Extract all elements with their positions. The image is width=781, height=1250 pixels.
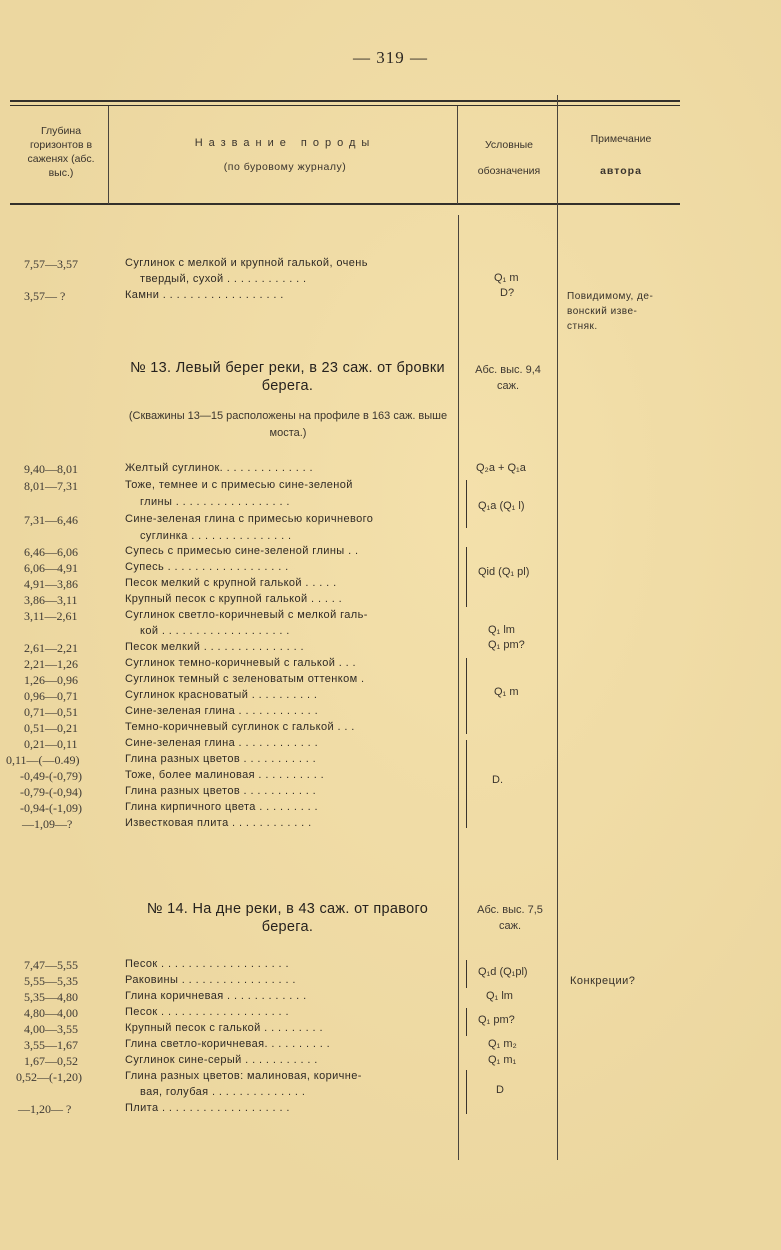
section-13-elevation: Абс. выс. 9,4 саж.	[475, 364, 541, 392]
header-depth: Глубина горизонтов в саженях (абс. выс.)	[27, 125, 95, 179]
description-cell: Супесь . . . . . . . . . . . . . . . . . .	[125, 561, 289, 573]
description-cell: Суглинок с мелкой и крупной галькой, очень	[125, 257, 368, 269]
symbol-cell: Q₁ m	[494, 272, 519, 284]
symbol-cell: Q₁ lm	[488, 624, 515, 636]
symbol-cell: Q₁ m	[494, 686, 519, 698]
header-rock-name-sub: (по буровому журналу)	[223, 161, 347, 173]
description-cell: Суглинок темный с зеленоватым оттенком .	[125, 673, 365, 685]
header-rule-top	[10, 100, 680, 102]
bracket	[466, 740, 467, 828]
author-note: стняк.	[567, 321, 598, 332]
depth-cell: 3,11—2,61	[24, 609, 78, 623]
description-cell: Камни . . . . . . . . . . . . . . . . . .	[125, 289, 284, 301]
symbol-cell: D	[496, 1084, 504, 1096]
depth-cell: —1,20— ?	[18, 1102, 72, 1116]
description-cell: Известковая плита . . . . . . . . . . . .	[125, 817, 312, 829]
bracket	[466, 1008, 467, 1036]
depth-cell: 4,00—3,55	[24, 1022, 78, 1036]
depth-cell: -0,79-(-0,94)	[20, 785, 82, 799]
depth-cell: 3,86—3,11	[24, 593, 78, 607]
description-cell: Сине-зеленая глина . . . . . . . . . . . .	[125, 737, 319, 749]
header-rock-name: Название породы	[194, 137, 376, 149]
depth-cell: 6,46—6,06	[24, 545, 78, 559]
header-note-1: Примечание	[590, 133, 652, 145]
depth-cell: 7,31—6,46	[24, 513, 78, 527]
symbol-cell: Q₁ lm	[486, 990, 513, 1002]
description-cell: Сине-зеленая глина с примесью коричневого	[125, 513, 374, 525]
description-cell: Глина коричневая . . . . . . . . . . . .	[125, 990, 307, 1002]
description-cell: Тоже, более малиновая . . . . . . . . . .	[125, 769, 325, 781]
depth-cell: 5,55—5,35	[24, 974, 78, 988]
depth-cell: 0,71—0,51	[24, 705, 78, 719]
depth-cell: 8,01—7,31	[24, 479, 78, 493]
description-cell: Крупный песок с крупной галькой . . . . .	[125, 593, 343, 605]
depth-cell: 3,57— ?	[24, 289, 66, 303]
section-14-elevation: Абс. выс. 7,5 саж.	[477, 904, 543, 932]
symbol-cell: Q₁ pm?	[478, 1014, 515, 1026]
depth-cell: 0,96—0,71	[24, 689, 78, 703]
description-cell: Песок мелкий с крупной галькой . . . . .	[125, 577, 337, 589]
description-cell: Темно-коричневый суглинок с галькой . . .	[125, 721, 355, 733]
col-divider-3	[557, 95, 558, 1160]
header-symbols: Условные обозначения	[477, 139, 541, 177]
description-cell: твердый, сухой . . . . . . . . . . . .	[140, 273, 307, 285]
bracket	[466, 1070, 467, 1114]
symbol-cell: Q₁a (Q₁ l)	[478, 500, 525, 512]
header-rule-top-thin	[10, 105, 680, 106]
header-note-2: автора	[600, 165, 642, 177]
description-cell: Сине-зеленая глина . . . . . . . . . . . .	[125, 705, 319, 717]
depth-cell: 0,21—0,11	[24, 737, 78, 751]
description-cell: Суглинок темно-коричневый с галькой . . .	[125, 657, 357, 669]
section-14-title: № 14. На дне реки, в 43 саж. от правого берега.	[146, 901, 429, 935]
depth-cell: 7,57—3,57	[24, 257, 78, 271]
depth-cell: -0,94-(-1,09)	[20, 801, 82, 815]
section-13-subnote: (Скважины 13—15 расположены на профиле в 163 саж. выше моста.)	[128, 410, 448, 439]
description-cell: Суглинок светло-коричневый с мелкой галь-	[125, 609, 368, 621]
bracket	[466, 658, 467, 734]
author-note: Повидимому, де-	[567, 291, 654, 302]
depth-cell: 0,52—(-1,20)	[16, 1070, 82, 1084]
description-cell: Тоже, темнее и с примесью сине-зеленой	[125, 479, 353, 491]
description-cell: Глина светло-коричневая. . . . . . . . . .	[125, 1038, 331, 1050]
description-cell: Суглинок сине-серый . . . . . . . . . . .	[125, 1054, 318, 1066]
depth-cell: 7,47—5,55	[24, 958, 78, 972]
description-cell: Раковины . . . . . . . . . . . . . . . . .	[125, 974, 296, 986]
description-cell: вая, голубая . . . . . . . . . . . . . .	[140, 1086, 306, 1098]
description-cell: Песок мелкий . . . . . . . . . . . . . . .	[125, 641, 304, 653]
symbol-cell: Q₁d (Q₁pl)	[478, 966, 528, 978]
description-cell: Крупный песок с галькой . . . . . . . . .	[125, 1022, 323, 1034]
page-number: — 319 —	[353, 48, 428, 67]
symbol-cell: Q₁ pm?	[488, 639, 525, 651]
depth-cell: 4,91—3,86	[24, 577, 78, 591]
author-note: Конкреции?	[570, 975, 636, 987]
description-cell: Желтый суглинок. . . . . . . . . . . . . .	[125, 462, 313, 474]
description-cell: Плита . . . . . . . . . . . . . . . . . . .	[125, 1102, 290, 1114]
section-13-title: № 13. Левый берег реки, в 23 саж. от бровки берега.	[130, 360, 445, 394]
depth-cell: 2,21—1,26	[24, 657, 78, 671]
description-cell: суглинка . . . . . . . . . . . . . . .	[140, 530, 292, 542]
depth-cell: 1,26—0,96	[24, 673, 78, 687]
description-cell: Глина разных цветов . . . . . . . . . . .	[125, 753, 317, 765]
col-divider-1	[108, 106, 109, 204]
description-cell: Суглинок красноватый . . . . . . . . . .	[125, 689, 318, 701]
description-cell: Песок . . . . . . . . . . . . . . . . . . .	[125, 958, 289, 970]
description-cell: глины . . . . . . . . . . . . . . . . .	[140, 496, 290, 508]
author-note: вонский изве-	[567, 306, 638, 317]
depth-cell: 2,61—2,21	[24, 641, 78, 655]
symbol-cell: D?	[500, 287, 515, 299]
depth-cell: 3,55—1,67	[24, 1038, 78, 1052]
symbol-cell: Q₂a + Q₁a	[476, 462, 526, 474]
description-cell: Супесь с примесью сине-зеленой глины . .	[125, 545, 359, 557]
symbol-cell: Q₁ m₂	[488, 1038, 517, 1050]
col-divider-2-header	[457, 106, 458, 204]
depth-cell: 0,51—0,21	[24, 721, 78, 735]
description-cell: Песок . . . . . . . . . . . . . . . . . . .	[125, 1006, 289, 1018]
bracket	[466, 960, 467, 988]
col-divider-2	[458, 215, 459, 1160]
depth-cell: -0,49-(-0,79)	[20, 769, 82, 783]
symbol-cell: D.	[492, 774, 503, 786]
depth-cell: —1,09—?	[22, 817, 73, 831]
symbol-cell: Qid (Q₁ pl)	[478, 566, 530, 578]
bracket	[466, 547, 467, 607]
depth-cell: 6,06—4,91	[24, 561, 78, 575]
description-cell: Глина кирпичного цвета . . . . . . . . .	[125, 801, 319, 813]
depth-cell: 0,11—(—0.49)	[6, 753, 80, 767]
depth-cell: 4,80—4,00	[24, 1006, 78, 1020]
depth-cell: 5,35—4,80	[24, 990, 78, 1004]
description-cell: Глина разных цветов . . . . . . . . . . .	[125, 785, 317, 797]
bracket	[466, 480, 467, 528]
description-cell: Глина разных цветов: малиновая, коричне-	[125, 1070, 362, 1082]
description-cell: кой . . . . . . . . . . . . . . . . . . .	[140, 625, 290, 637]
depth-cell: 1,67—0,52	[24, 1054, 78, 1068]
depth-cell: 9,40—8,01	[24, 462, 78, 476]
symbol-cell: Q₁ m₁	[488, 1054, 517, 1066]
header-rule-bottom	[10, 203, 680, 205]
